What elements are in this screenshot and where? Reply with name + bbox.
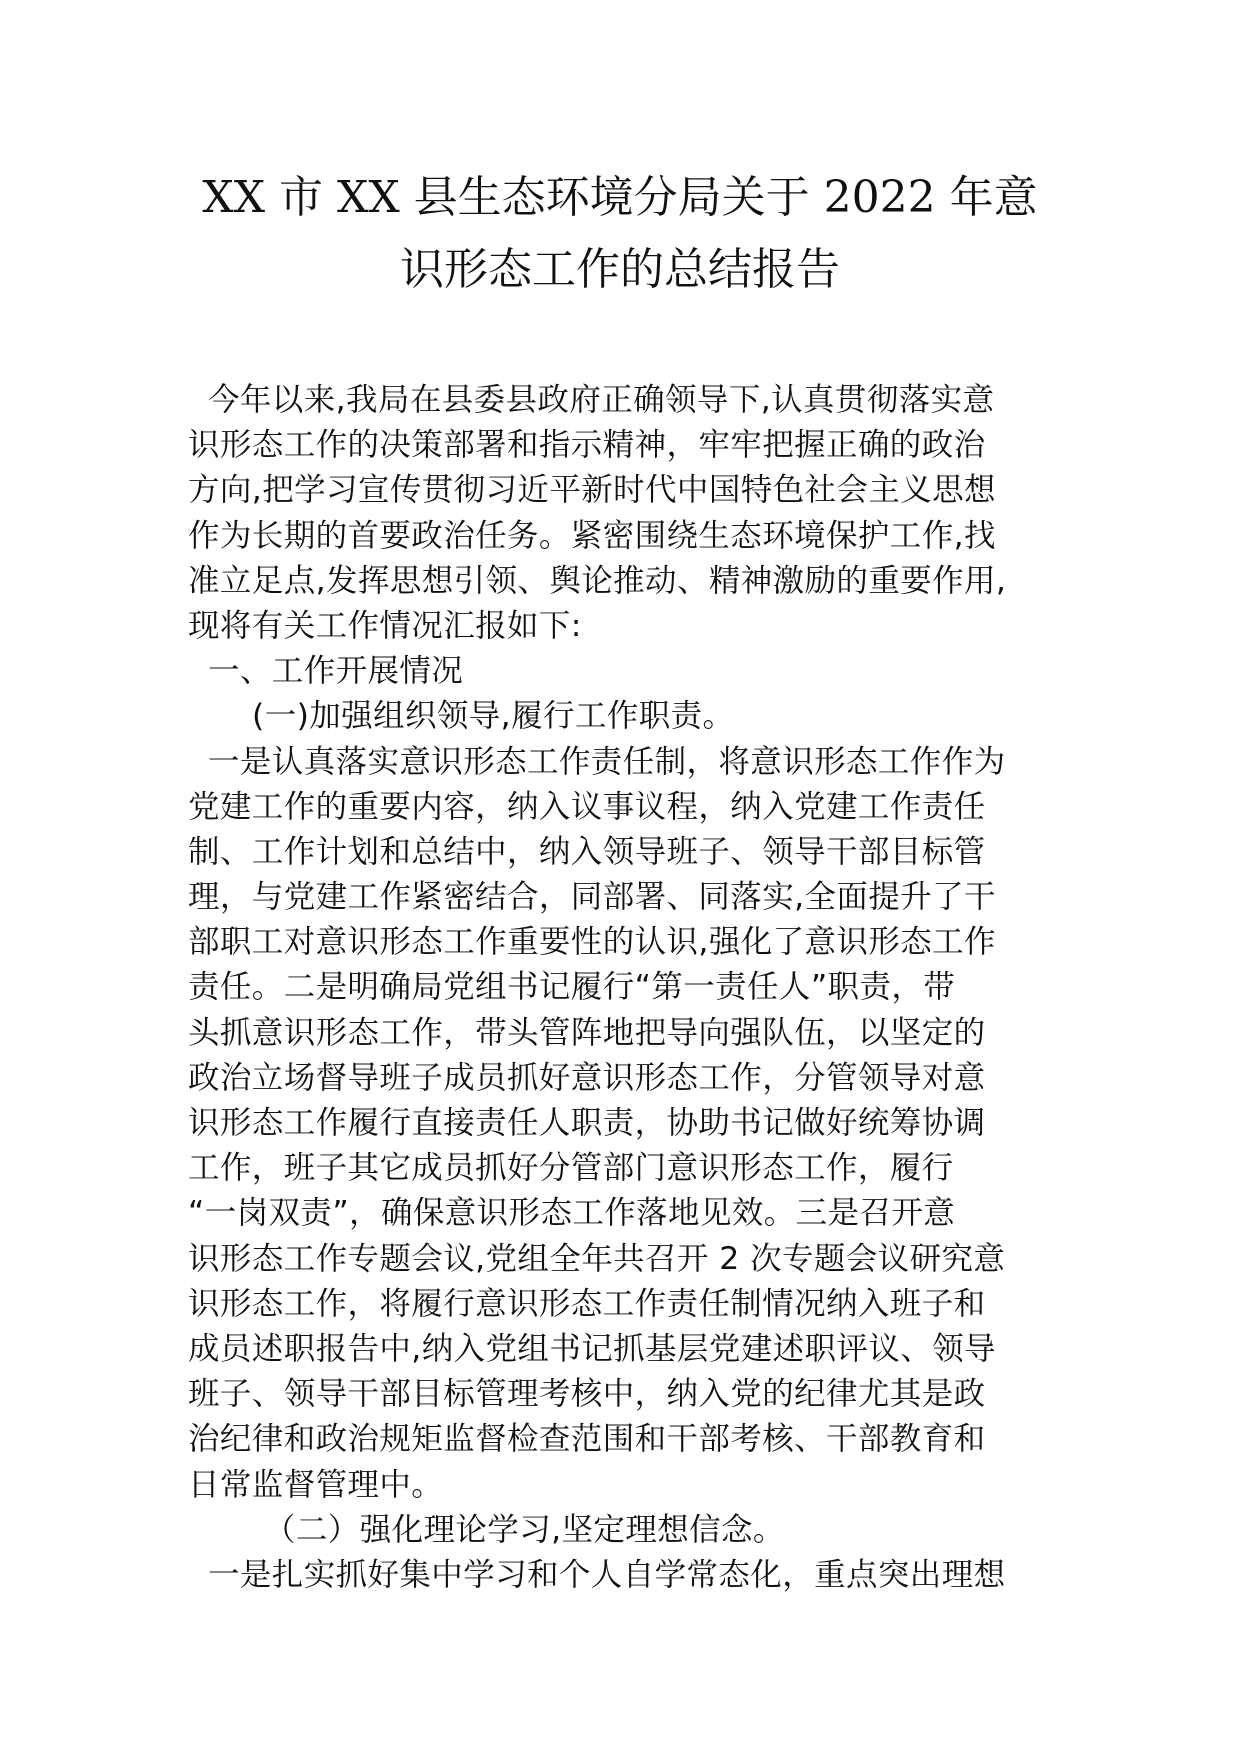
body-line: 责任。二是明确局党组书记履行“第一责任人”职责，带 bbox=[188, 969, 956, 1006]
body-line: 现将有关工作情况汇报如下: bbox=[188, 607, 582, 644]
body-line: 识形态工作的决策部署和指示精神，牢牢把握正确的政治 bbox=[188, 427, 986, 464]
body-line: 党建工作的重要内容，纳入议事议程，纳入党建工作责任 bbox=[188, 788, 986, 825]
body-line: 作为长期的首要政治任务。紧密围绕生态环境保护工作,找 bbox=[188, 517, 996, 554]
body-line: “一岗双责”，确保意识形态工作落地见效。三是召开意 bbox=[188, 1195, 956, 1232]
body-line: 班子、领导干部目标管理考核中，纳入党的纪律尤其是政 bbox=[188, 1376, 986, 1413]
document-title-line-1: XX 市 XX 县生态环境分局关于 2022 年意 bbox=[202, 172, 1038, 223]
body-line: 工作，班子其它成员抓好分管部门意识形态工作，履行 bbox=[188, 1150, 954, 1187]
body-line: 识形态工作专题会议,党组全年共召开 2 次专题会议研究意 bbox=[188, 1240, 1006, 1277]
body-line: 部职工对意识形态工作重要性的认识,强化了意识形态工作 bbox=[188, 924, 996, 961]
document-body bbox=[188, 378, 1050, 1598]
body-line: 理，与党建工作紧密结合，同部署、同落实,全面提升了干 bbox=[188, 879, 996, 916]
body-line: 治纪律和政治规矩监督检查范围和干部考核、干部教育和 bbox=[188, 1421, 986, 1458]
body-line: 今年以来,我局在县委县政府正确领导下,认真贯彻落实意 bbox=[208, 382, 995, 418]
body-line: 成员述职报告中,纳入党组书记抓基层党建述职评议、领导 bbox=[188, 1330, 996, 1367]
body-line: 准立足点,发挥思想引领、舆论推动、精神激励的重要作用, bbox=[188, 562, 1007, 599]
body-line: 识形态工作，将履行意识形态工作责任制情况纳入班子和 bbox=[188, 1285, 986, 1322]
body-line: 一是扎实抓好集中学习和个人自学常态化，重点突出理想 bbox=[208, 1556, 1006, 1593]
subsection-heading: （二）强化理论学习,坚定理想信念。 bbox=[264, 1511, 785, 1548]
body-line: 方向,把学习宣传贯彻习近平新时代中国特色社会主义思想 bbox=[188, 472, 996, 509]
body-line: 头抓意识形态工作，带头管阵地把导向强队伍，以坚定的 bbox=[188, 1014, 986, 1051]
document-title-line-2: 识形态工作的总结报告 bbox=[400, 244, 840, 295]
body-line: 制、工作计划和总结中，纳入领导班子、领导干部目标管 bbox=[188, 833, 986, 870]
body-line: 日常监督管理中。 bbox=[188, 1466, 444, 1503]
body-line: 政治立场督导班子成员抓好意识形态工作，分管领导对意 bbox=[188, 1059, 986, 1096]
body-line: 识形态工作履行直接责任人职责，协助书记做好统筹协调 bbox=[188, 1105, 986, 1141]
body-line: 一是认真落实意识形态工作责任制，将意识形态工作作为 bbox=[208, 743, 1006, 780]
section-heading: 一、工作开展情况 bbox=[208, 653, 464, 690]
subsection-heading: (一)加强组织领导,履行工作职责。 bbox=[252, 698, 735, 735]
